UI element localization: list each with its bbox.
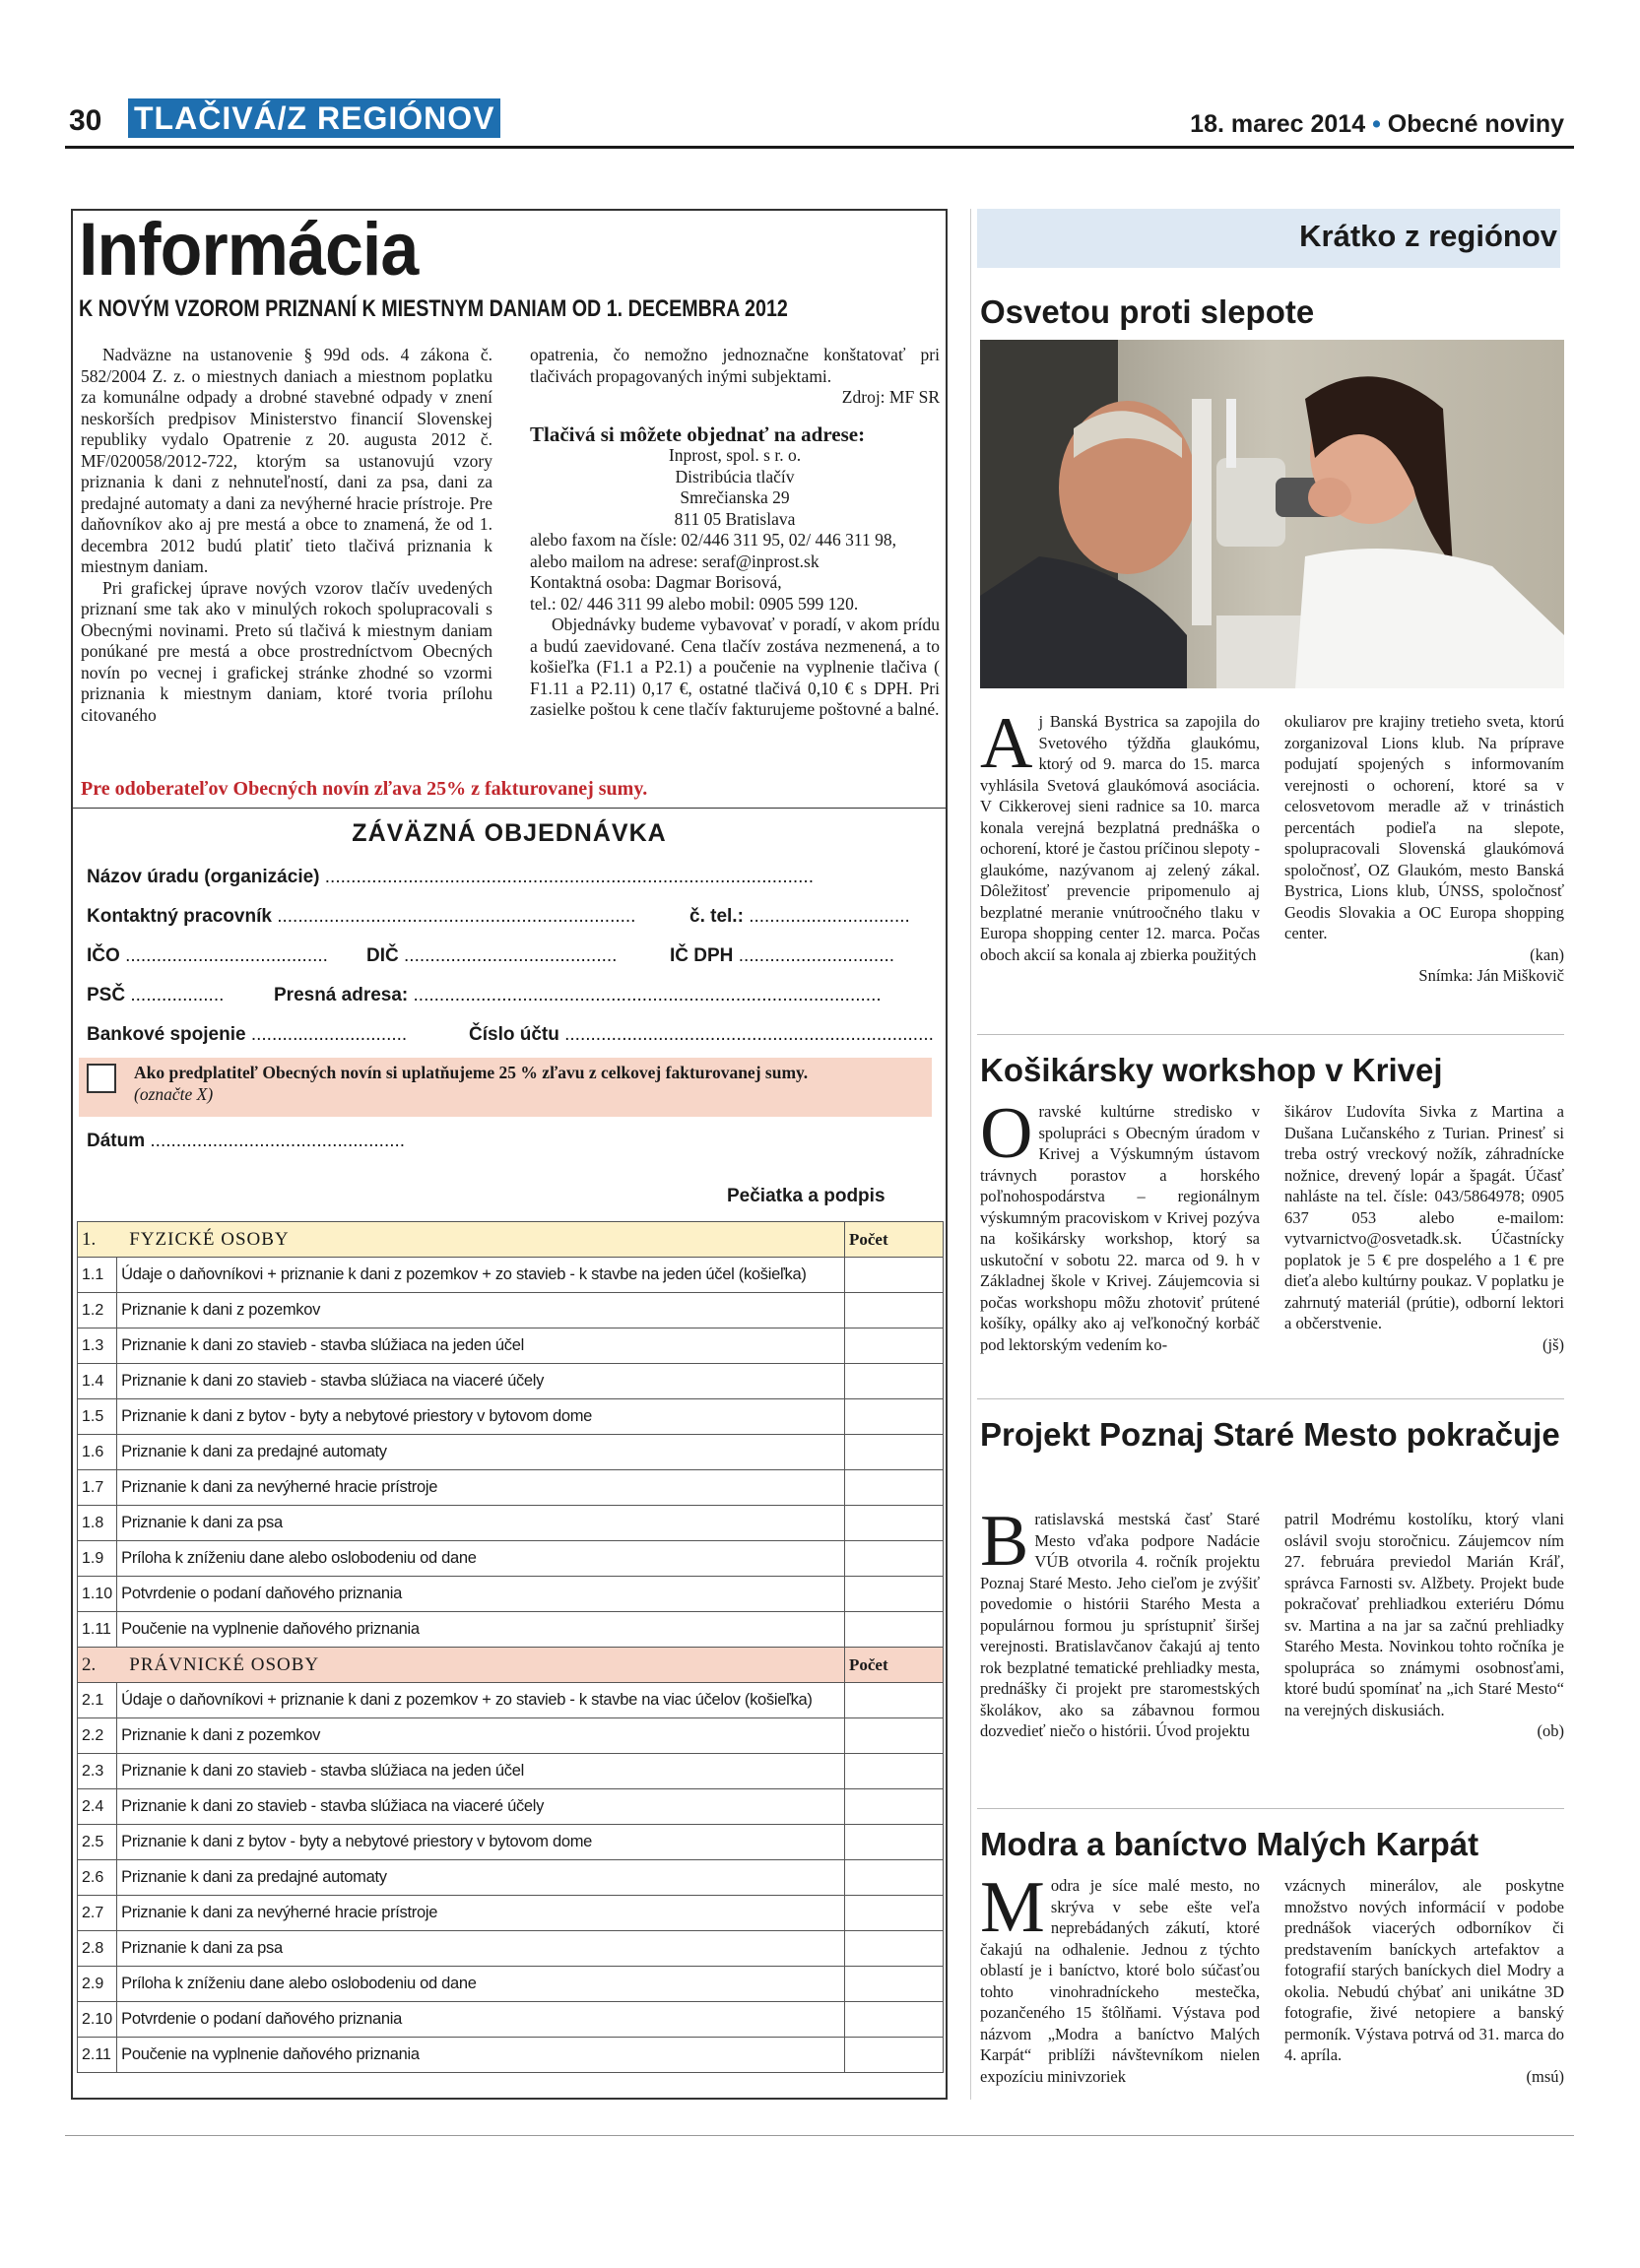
row-number: 2.11 (78, 2038, 117, 2073)
article-text: okuliarov pre krajiny tretieho sveta, ktorú zorganizoval Lions klub. Na príprave podujatí spojených s informovaním verejnosti o ochorení, ktoré sa v celosvetovom meradle až v trinástich percentách podieľa na slepote, spolupracovali Slovenská glaukómová spoločnosť, OZ Glaukóm, mesto Banská Bystrica, Lions klub, ÚNSS, spoločnosť Geodis Slovakia a OC Europa shopping center. (1284, 712, 1564, 942)
form-title: ZÁVÄZNÁ OBJEDNÁVKA (352, 819, 667, 847)
table-row (78, 1967, 944, 2002)
contact-dots: ..................................................................... (277, 906, 636, 927)
date-dots: ................................................. (150, 1131, 406, 1151)
table-row (78, 1364, 944, 1399)
count-input[interactable] (845, 1328, 944, 1364)
row-number: 1.7 (78, 1470, 117, 1506)
table-row (78, 1683, 944, 1718)
dic-label: DIČ (366, 945, 399, 966)
row-label: Potvrdenie o podaní daňového priznania (117, 1577, 845, 1612)
discount-note: Pre odoberateľov Obecných novín zľava 25% z fakturovanej sumy. (81, 778, 648, 800)
source-note: Zdroj: MF SR (841, 387, 940, 407)
row-label: Údaje o daňovníkovi + priznanie k dani z pozemkov + zo stavieb - k stavbe na jeden účel (košieľka) (117, 1258, 845, 1293)
row-label: Priznanie k dani za nevýherné hracie prístroje (117, 1896, 845, 1931)
account-dots: ....................................................................... (564, 1024, 934, 1045)
account-field[interactable] (469, 1024, 934, 1046)
contact-label: Kontaktný pracovník (87, 906, 272, 927)
column-divider (970, 209, 971, 2100)
row-label: Priznanie k dani z pozemkov (117, 1293, 845, 1328)
address-line: 811 05 Bratislava (674, 508, 796, 529)
row-number: 1.1 (78, 1258, 117, 1293)
count-input[interactable] (845, 2038, 944, 2073)
stamp-label: Pečiatka a podpis (727, 1186, 886, 1206)
section-title (78, 1222, 845, 1258)
article-column (980, 1501, 1260, 1742)
article-column (1284, 711, 1564, 987)
address-label: Presná adresa: (274, 985, 409, 1005)
subscriber-hint: (označte X) (134, 1084, 214, 1104)
table-row (78, 1541, 944, 1577)
row-number: 1.11 (78, 1612, 117, 1648)
address-line: Distribúcia tlačív (675, 466, 795, 486)
count-input[interactable] (845, 1364, 944, 1399)
info-paragraph: Objednávky budeme vybavovať v poradí, v akom prídu a budú zaevidované. Cena tlačív zostáva nezmenená, a to košieľka (F1.1 a P2.1) a poučenie na vyplnenie tlačiva ( F1.11 a P2.11) 0,17 €, ostatné tlačivá 0,10 € s DPH. Pri zasielke poštou k cene tlačív fakturujeme poštovné a balné. (530, 615, 940, 719)
row-number: 1.4 (78, 1364, 117, 1399)
dic-dots: ......................................... (404, 945, 618, 966)
table-row (78, 1789, 944, 1825)
subscriber-checkbox[interactable] (87, 1064, 116, 1093)
count-input[interactable] (845, 1435, 944, 1470)
article-text: ratislavská mestská časť Staré Mesto vďaka podpore Nadácie VÚB otvorila 4. ročník projektu Poznaj Staré Mesto. Jeho cieľom je zvýšiť povedomie o histórii Starého Mesta a populárnou formou ju sprístupniť širšej verejnosti. Bratislavčanov čakajú aj tento rok bezplatné tematické prehliadky mesta, prednášky či projekt pre staromestských školákov, ako sa zábavnou formou dozvedieť niečo o histórii. Úvod projektu (980, 1510, 1260, 1740)
dic-field[interactable] (366, 945, 617, 967)
article-column (1284, 1875, 1564, 2087)
office-label: Názov úradu (organizácie) (87, 867, 320, 887)
article-text: šikárov Ľudovíta Sivka z Martina a Dušana Lučanského z Turian. Prinesť si treba ostrý vreckový nožík, záhradnícke nožnice, drevený lopár a špagát. Účasť nahláste na tel. čísle: 043/5864978; 0905 637 053 alebo e-mailom: vytvarnictvo@osvetadk.sk. Účastnícky poplatok je 5 € pre dospelého a 1 € pre dieťa alebo kultúrny poukaz. V poplatku je zahrnutý materiál (prútie), odborní lektori a občerstvenie. (1284, 1102, 1564, 1332)
table-row (78, 1470, 944, 1506)
icdph-field[interactable] (670, 945, 894, 967)
row-number: 1.8 (78, 1506, 117, 1541)
contact-line: alebo faxom na čísle: 02/446 311 95, 02/ 446 311 98, (530, 530, 896, 550)
article-signature: (ob) (1537, 1721, 1564, 1740)
row-label: Priznanie k dani zo stavieb - stavba slúžiaca na jeden účel (117, 1328, 845, 1364)
table-row (78, 1860, 944, 1896)
row-label: Priznanie k dani za nevýherné hracie prístroje (117, 1470, 845, 1506)
info-column-b (530, 345, 940, 721)
count-header: Počet (845, 1222, 944, 1258)
row-label: Priznanie k dani zo stavieb - stavba slúžiaca na jeden účel (117, 1754, 845, 1789)
row-label: Priznanie k dani za predajné automaty (117, 1860, 845, 1896)
info-column-a (81, 345, 492, 726)
count-input[interactable] (845, 1470, 944, 1506)
order-table (77, 1221, 944, 2073)
bank-dots: .............................. (250, 1024, 408, 1045)
table-row (78, 2002, 944, 2038)
table-row (78, 1328, 944, 1364)
article-column (980, 1867, 1260, 2087)
row-number: 2.7 (78, 1896, 117, 1931)
subscriber-text (134, 1062, 808, 1105)
article-headline: Modra a baníctvo Malých Karpát (980, 1826, 1479, 1862)
table-row (78, 1258, 944, 1293)
table-row (78, 1931, 944, 1967)
info-paragraph: Pri grafickej úprave nových vzorov tlačív uvedených priznaní sme tak ako v minulých rokoch spolupracovali s Obecnými novinami. Preto sú tlačivá k miestnym daniam ponúkané pre mestá a obce prostredníctvom Obecných novín po vecnej i grafickej stránke zhodné so vzormi priznania k miestnym daniam, ktoré tvoria prílohu citovaného (81, 577, 492, 725)
count-input[interactable] (845, 1612, 944, 1648)
row-number: 1.6 (78, 1435, 117, 1470)
ico-field[interactable] (87, 945, 328, 967)
row-label: Príloha k zníženiu dane alebo oslobodeniu od dane (117, 1967, 845, 2002)
paper-name: Obecné noviny (1387, 110, 1564, 138)
page-number: 30 (69, 104, 102, 137)
table-row (78, 1506, 944, 1541)
account-label: Číslo účtu (469, 1024, 559, 1045)
count-input[interactable] (845, 1506, 944, 1541)
table-row (78, 1896, 944, 1931)
drop-cap: B (980, 1501, 1029, 1582)
article-separator (977, 1398, 1564, 1399)
table-row (78, 1825, 944, 1860)
tel-dots: ............................... (749, 906, 910, 927)
photo-credit: Snímka: Ján Miškovič (1418, 966, 1564, 985)
contact-line: tel.: 02/ 446 311 99 alebo mobil: 0905 599 120. (530, 593, 859, 614)
article-photo (980, 340, 1564, 688)
row-number: 2.5 (78, 1825, 117, 1860)
row-number: 1.2 (78, 1293, 117, 1328)
psc-field[interactable] (87, 985, 224, 1006)
count-input[interactable] (845, 1718, 944, 1754)
row-label: Poučenie na vyplnenie daňového priznania (117, 1612, 845, 1648)
row-label: Priznanie k dani z pozemkov (117, 1718, 845, 1754)
office-field[interactable] (87, 867, 814, 888)
contact-email[interactable]: alebo mailom na adrese: seraf@inprost.sk (530, 551, 820, 571)
row-label: Priznanie k dani zo stavieb - stavba slúžiaca na viaceré účely (117, 1364, 845, 1399)
table-section-header (78, 1648, 944, 1683)
office-dots: .............................................................................................. (324, 867, 814, 887)
article-text: j Banská Bystrica sa zapojila do Svetového týždňa glaukómu, ktorý od 9. marca do 15. marca vyhlásila Svetová glaukómová asociácia. V Cikkerovej sieni radnice sa 10. marca konala verejná bezplatná prednáška o ochorení, ktoré je častou príčinou slepoty - glaukóme, nazývanom aj zelený zákal. Dôležitosť prevencie pripomenulo aj bezplatné meranie vnútroočného tlaku v Europa shopping center 12. marca. Počas oboch akcií sa konala aj zbierka použitých (980, 712, 1260, 964)
address-line: Inprost, spol. s r. o. (668, 445, 802, 465)
count-input[interactable] (845, 1931, 944, 1967)
ico-label: IČO (87, 945, 120, 966)
table-row (78, 1754, 944, 1789)
count-input[interactable] (845, 2002, 944, 2038)
subscriber-label: Ako predplatiteľ Obecných novín si uplatňujeme 25 % zľavu z celkovej fakturovanej sumy. (134, 1063, 809, 1082)
issue-date: 18. marec 2014 (1190, 110, 1366, 138)
article-headline: Projekt Poznaj Staré Mesto pokračuje (980, 1416, 1560, 1453)
article-text: odra je síce malé mesto, no skrýva v sebe ešte veľa neprebádaných zákutí, ktoré čakajú na odhalenie. Jednou z týchto oblastí je i baníctvo, ktoré bolo súčasťou tohto vinohradníckeho mestečka, pozančeného 15 štôlňami. Výstava pod názvom „Modra a baníctvo Malých Karpát“ priblíži návštevníkom nielen expozíciu minivzoriek (980, 1876, 1260, 2086)
address-dots: .......................................................................................... (413, 985, 882, 1005)
drop-cap: M (980, 1867, 1045, 1948)
article-separator (977, 1808, 1564, 1809)
count-input[interactable] (845, 1258, 944, 1293)
tel-label: č. tel.: (689, 906, 744, 927)
issue-info (1190, 110, 1564, 139)
article-signature: (kan) (1530, 944, 1564, 964)
section-title (78, 1648, 845, 1683)
row-label: Priznanie k dani zo stavieb - stavba slúžiaca na viaceré účely (117, 1789, 845, 1825)
header-rule (65, 146, 1574, 149)
address-field[interactable] (274, 985, 882, 1006)
article-column (980, 1093, 1260, 1355)
article-separator (977, 1034, 1564, 1035)
count-input[interactable] (845, 1754, 944, 1789)
row-number: 2.4 (78, 1789, 117, 1825)
table-section-header (78, 1222, 944, 1258)
row-number: 1.5 (78, 1399, 117, 1435)
count-input[interactable] (845, 1577, 944, 1612)
table-row (78, 1293, 944, 1328)
table-row (78, 2038, 944, 2073)
tel-field[interactable] (689, 906, 910, 928)
table-row (78, 1612, 944, 1648)
icdph-label: IČ DPH (670, 945, 734, 966)
section-number: 1. (82, 1228, 97, 1250)
row-number: 2.9 (78, 1967, 117, 2002)
section-number: 2. (82, 1653, 97, 1675)
order-heading: Tlačivá si môžete objednať na adrese: (530, 421, 866, 446)
info-paragraph: opatrenia, čo nemožno jednoznačne konštatovať pri tlačivách propagovaných inými subjektami. (530, 345, 940, 386)
row-number: 2.8 (78, 1931, 117, 1967)
row-number: 1.10 (78, 1577, 117, 1612)
address-line: Smrečianska 29 (680, 487, 790, 507)
row-number: 2.3 (78, 1754, 117, 1789)
form-divider (71, 808, 948, 809)
count-input[interactable] (845, 1399, 944, 1435)
date-label: Dátum (87, 1131, 146, 1151)
psc-dots: .................. (130, 985, 225, 1005)
row-label: Poučenie na vyplnenie daňového priznania (117, 2038, 845, 2073)
article-column (1284, 1509, 1564, 1742)
contact-line: Kontaktná osoba: Dagmar Borisová, (530, 572, 782, 592)
row-label: Priznanie k dani za psa (117, 1931, 845, 1967)
count-input[interactable] (845, 1293, 944, 1328)
count-input[interactable] (845, 1683, 944, 1718)
icdph-dots: .............................. (738, 945, 895, 966)
contact-field[interactable] (87, 906, 635, 928)
row-number: 1.9 (78, 1541, 117, 1577)
row-label: Priznanie k dani z bytov - byty a nebytové priestory v bytovom dome (117, 1825, 845, 1860)
row-label: Príloha k zníženiu dane alebo oslobodeniu od dane (117, 1541, 845, 1577)
count-header: Počet (845, 1648, 944, 1683)
row-label: Priznanie k dani z bytov - byty a nebytové priestory v bytovom dome (117, 1399, 845, 1435)
article-headline: Košikársky workshop v Krivej (980, 1052, 1443, 1088)
regions-title: Krátko z regiónov (1299, 219, 1557, 253)
info-title: Informácia (79, 208, 419, 292)
row-label: Potvrdenie o podaní daňového priznania (117, 2002, 845, 2038)
table-row (78, 1435, 944, 1470)
bank-label: Bankové spojenie (87, 1024, 246, 1045)
info-paragraph: Nadväzne na ustanovenie § 99d ods. 4 zákona č. 582/2004 Z. z. o miestnych daniach a miestnom poplatku za komunálne odpady a drobné stavebné odpady v znení neskorších predpisov Ministerstvo financií Slovenskej republiky vydalo Opatrenie z 20. augusta 2012 č. MF/020058/2012-722, ktorým sa ustanovujú vzory priznania k dani z nehnuteľností, dani za psa, dani za predajné automaty a dani za nevýherné hracie prístroje. Pre daňovníkov ako aj pre mestá a obce to znamená, že od 1. decembra 2012 budú platiť tieto tlačivá priznania k miestnym daniam. (81, 345, 492, 576)
count-input[interactable] (845, 1860, 944, 1896)
count-input[interactable] (845, 1967, 944, 2002)
bank-field[interactable] (87, 1024, 407, 1046)
eye-exam-photo (980, 340, 1564, 688)
footer-rule (65, 2135, 1574, 2136)
section-label: TLAČIVÁ/Z REGIÓNOV (128, 98, 500, 138)
info-subtitle: K NOVÝM VZOROM PRIZNANÍ K MIESTNYM DANIAM OD 1. DECEMBRA 2012 (79, 295, 788, 322)
article-text: ravské kultúrne stredisko v spolupráci s Obecným úradom v Krivej a Výskumným ústavom trávnych porastov a horského poľnohospodárstva – regionálnym výskumným pracoviskom v Krivej pozýva na košikársky workshop, ktorý sa uskutoční v sobotu 22. marca od 9. h v Základnej škole v Krivej. Záujemcovia si počas workshopu môžu zhotoviť prútené košíky, opálky ako aj veľkonočný korbáč pod lektorským vedením ko- (980, 1102, 1260, 1354)
row-number: 2.2 (78, 1718, 117, 1754)
table-row (78, 1718, 944, 1754)
row-label: Údaje o daňovníkovi + priznanie k dani z pozemkov + zo stavieb - k stavbe na viac účelov (košieľka) (117, 1683, 845, 1718)
date-field[interactable] (87, 1131, 405, 1152)
article-text: vzácnych minerálov, ale poskytne množstvo nových informácií v podobe prednášok viacerých odborníkov či predstavením baníckych artefaktov a fotografií starých baníckych diel Modry a okolia. Nebudú chýbať ani unikátne 3D fotografie, živé netopiere a banský permoník. Výstava potrvá od 31. marca do 4. apríla. (1284, 1876, 1564, 2064)
row-number: 2.1 (78, 1683, 117, 1718)
drop-cap: A (980, 703, 1033, 784)
count-input[interactable] (845, 1825, 944, 1860)
article-text: patril Modrému kostolíku, ktorý vlani oslávil svoju storočnicu. Záujemcov ním 27. februára previedol Marián Kráľ, správca Farnosti sv. Alžbety. Projekt bude pokračovať prehliadkou exteriéru Dómu sv. Martina a na jar sa začnú prehliadky Starého Mesta. Novinkou tohto ročníka je spolupráca so známymi osobnosťami, ktoré budú spomínať na „ich Staré Mesto“ na verejných diskusiách. (1284, 1510, 1564, 1719)
table-row (78, 1399, 944, 1435)
article-column (1284, 1101, 1564, 1355)
ico-dots: ....................................... (125, 945, 328, 966)
row-number: 2.10 (78, 2002, 117, 2038)
article-signature: (msú) (1526, 2066, 1564, 2086)
row-label: Priznanie k dani za psa (117, 1506, 845, 1541)
section-label: PRÁVNICKÉ OSOBY (129, 1653, 320, 1675)
drop-cap: O (980, 1093, 1033, 1174)
article-headline: Osvetou proti slepote (980, 293, 1315, 330)
separator-dot: • (1372, 110, 1381, 138)
article-column (980, 703, 1260, 965)
row-number: 1.3 (78, 1328, 117, 1364)
count-input[interactable] (845, 1896, 944, 1931)
article-signature: (jš) (1542, 1334, 1564, 1354)
count-input[interactable] (845, 1541, 944, 1577)
row-number: 2.6 (78, 1860, 117, 1896)
row-label: Priznanie k dani za predajné automaty (117, 1435, 845, 1470)
psc-label: PSČ (87, 985, 126, 1005)
table-row (78, 1577, 944, 1612)
section-label: FYZICKÉ OSOBY (129, 1228, 290, 1250)
count-input[interactable] (845, 1789, 944, 1825)
